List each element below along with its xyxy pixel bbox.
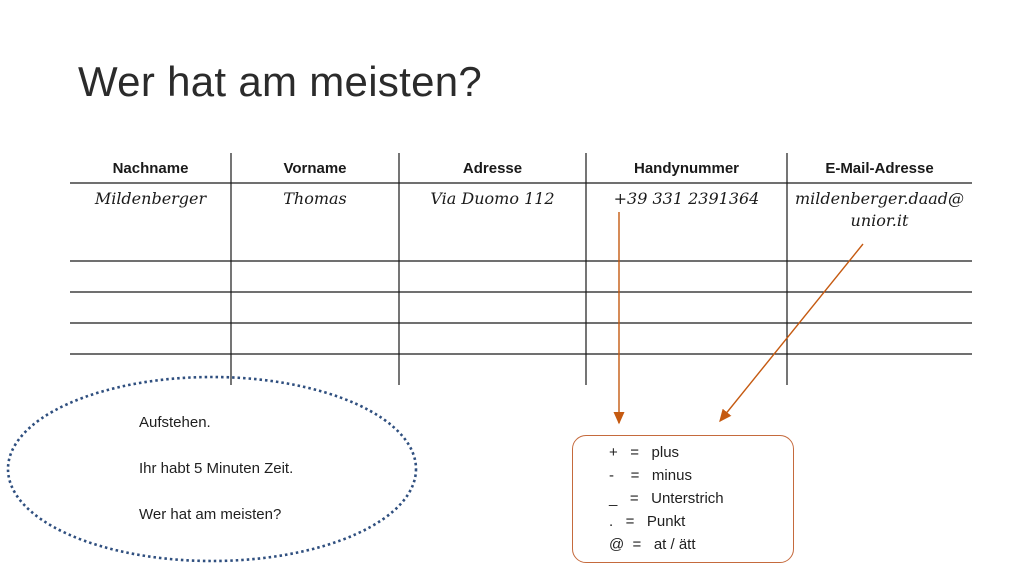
legend-item-at: @ = at / ätt [609,536,696,553]
symbol-legend [572,435,794,563]
header-vorname: Vorname [283,160,347,177]
legend-item-minus: - = minus [609,467,692,484]
instruction-stand-up: Aufstehen. [139,414,211,431]
cell-email-line2: unior.it [850,211,909,230]
legend-item-underscore: _ = Unterstrich [609,490,724,507]
slide-title: Wer hat am meisten? [78,58,483,105]
cell-email [787,188,972,232]
instruction-question: Wer hat am meisten? [139,506,282,523]
cell-email-line1: mildenberger.daad@ [794,189,965,208]
cell-handynummer: +39 331 2391364 [613,189,760,208]
cell-nachname: Mildenberger [94,189,207,208]
header-handynummer: Handynummer [633,160,740,177]
instruction-time-limit: Ihr habt 5 Minuten Zeit. [139,460,294,477]
legend-item-plus: + = plus [609,444,680,461]
header-email: E-Mail-Adresse [825,160,934,177]
legend-item-dot: . = Punkt [609,513,686,530]
cell-vorname: Thomas [283,189,347,208]
cell-adresse: Via Duomo 112 [430,189,555,208]
arrow-email-to-legend [720,244,863,421]
header-adresse: Adresse [462,160,523,177]
header-nachname: Nachname [112,160,189,177]
